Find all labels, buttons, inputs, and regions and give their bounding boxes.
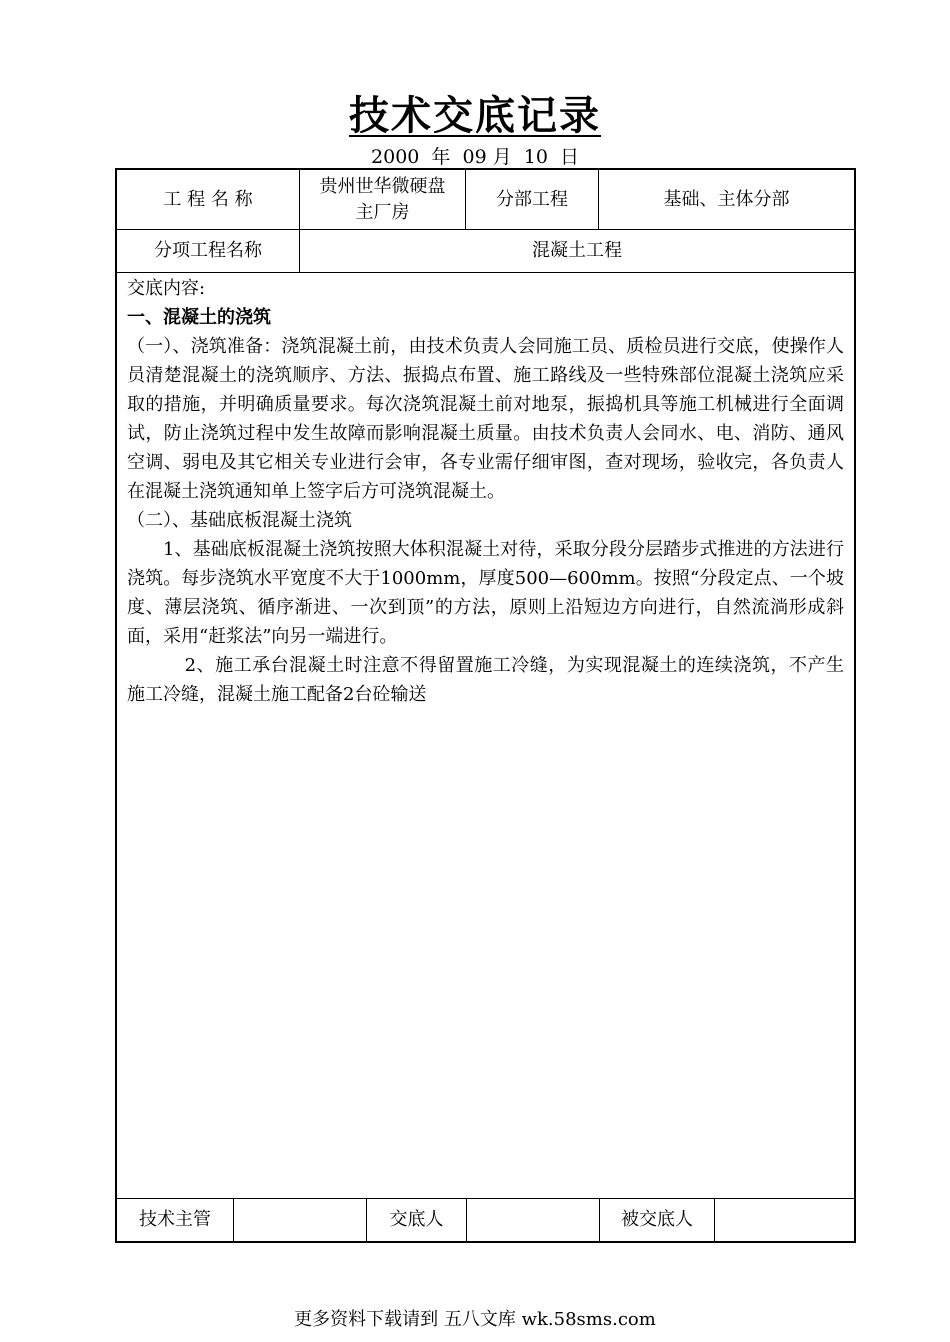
subitem-value: 混凝土工程 [299, 230, 854, 272]
presenter-field[interactable] [466, 1199, 599, 1241]
watermark-text: 更多资料下载请到 五八文库 wk.58sms.com [294, 1309, 656, 1330]
division-label: 分部工程 [465, 170, 598, 229]
record-date: 2000 年 09 月 10 日 [371, 146, 579, 168]
content-paragraph: （一）、浇筑准备：浇筑混凝土前，由技术负责人会同施工员、质检员进行交底，使操作人员清楚混凝土的浇筑顺序、方法、振捣点布置、施工路线及一些特殊部位混凝土浇筑应采取的措施，并明确质量要求。每次浇筑混凝土前对地泵，振捣机具等施工机械进行全面调试，防止浇筑过程中发生故障而影响混凝土质量。由技术负责人会同水、电、消防、通风空调、弱电及其它相关专业进行会审，各专业需仔细审图，查对现场，验收完，各负责人在混凝土浇筑通知单上签字后方可浇筑混凝土。 [127, 336, 844, 502]
content-paragraph: 2、施工承台混凝土时注意不得留置施工冷缝，为实现混凝土的连续浇筑，不产生施工冷缝，混凝土施工配备2台砼输送 [127, 655, 844, 705]
subsection-heading: （二）、基础底板混凝土浇筑 [127, 510, 352, 531]
document-title: 技术交底记录 [349, 92, 601, 139]
record-table [115, 168, 856, 1243]
tech-supervisor-field[interactable] [233, 1199, 366, 1241]
receiver-label: 被交底人 [599, 1199, 714, 1241]
subitem-label: 分项工程名称 [154, 240, 262, 261]
section-heading: 一、混凝土的浇筑 [127, 307, 271, 328]
division-value: 基础、主体分部 [598, 170, 854, 229]
receiver-field[interactable] [714, 1199, 854, 1241]
project-name-value: 贵州世华微硬盘主厂房 [299, 170, 465, 229]
tech-supervisor-label: 技术主管 [139, 1209, 211, 1230]
disclosure-content [127, 274, 844, 709]
content-intro: 交底内容: [127, 278, 206, 299]
presenter-label: 交底人 [366, 1199, 466, 1241]
signature-row [117, 1198, 854, 1241]
project-name-label: 工 程 名 称 [163, 188, 253, 210]
subitem-row [117, 230, 854, 273]
content-paragraph: 1、基础底板混凝土浇筑按照大体积混凝土对待，采取分段分层踏步式推进的方法进行浇筑。每步浇筑水平宽度不大于1000mm，厚度500—600mm。按照“分段定点、一个坡度、薄层浇筑、循序渐进、一次到顶”的方法，原则上沿短边方向进行，自然流淌形成斜面，采用“赶浆法”向另一端进行。 [127, 539, 844, 647]
project-row [117, 170, 854, 230]
